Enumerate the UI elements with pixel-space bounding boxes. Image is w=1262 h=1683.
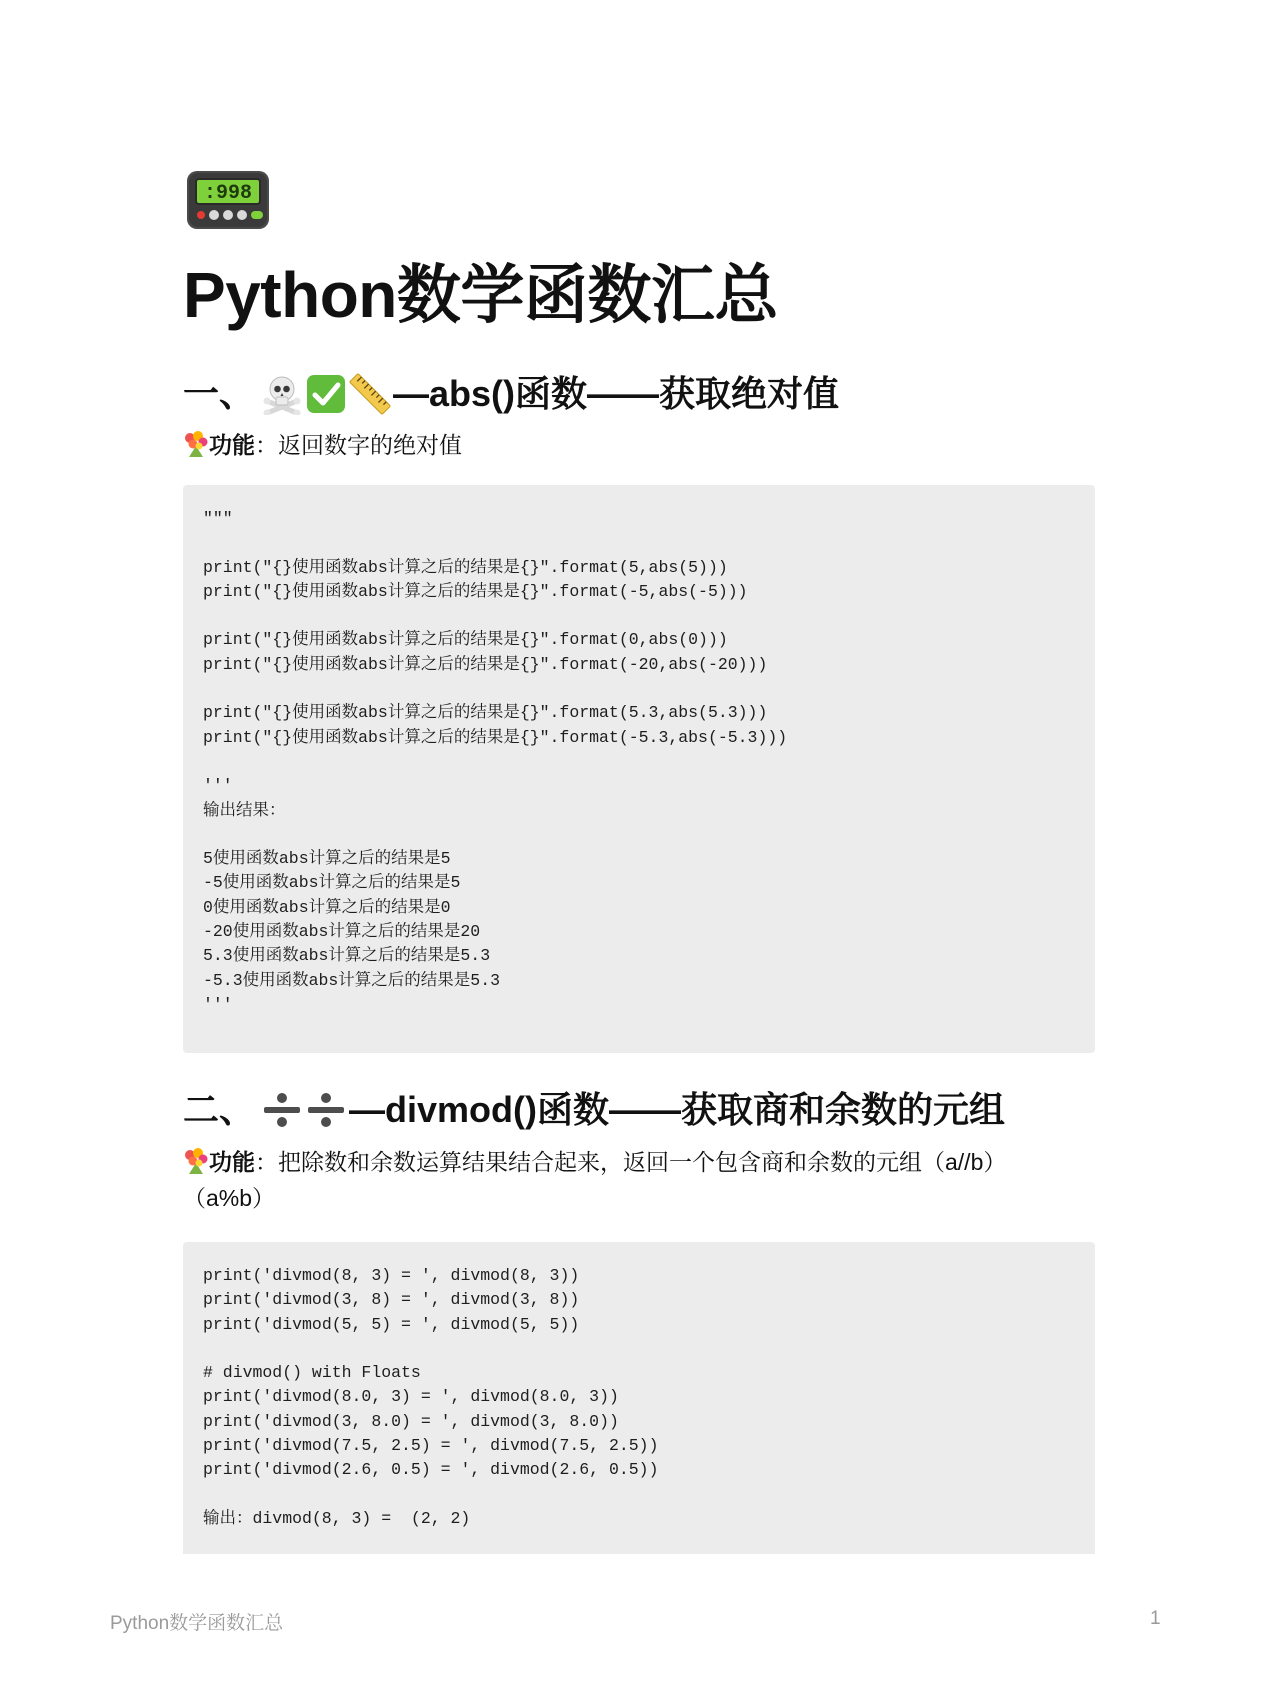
division-sign-icon bbox=[305, 1089, 347, 1131]
feature-line-divmod bbox=[183, 1144, 1063, 1216]
section-heading-divmod bbox=[183, 1086, 1005, 1134]
footer-title: Python数学函数汇总 bbox=[110, 1613, 284, 1634]
feature-separator: ： bbox=[255, 1149, 278, 1175]
code-block-abs[interactable] bbox=[183, 485, 1095, 1053]
code-content: print('divmod(8, 3) = ', divmod(8, 3)) print('divmod(3, 8) = ', divmod(3, 8)) print('divmod(5, 5) = ', divmod(5, 5)) # divmod() with Floats print('divmod(8.0, 3) = ', divmod(8.0, 3)) print('divmod(3, 8.0) = ', divmod(3, 8.0)) print('divmod(7.5, 2.5) = ', divmod(7.5, 2.5)) print('divmod(2.6, 0.5) = ', divmod(2.6, 0.5)) 输出：divmod(8, 3) = (2, 2) bbox=[203, 1266, 659, 1528]
feature-label: 功能 bbox=[209, 1149, 255, 1175]
feature-separator: ： bbox=[255, 432, 278, 458]
section-heading-text: —divmod()函数——获取商和余数的元组 bbox=[349, 1089, 1005, 1130]
section-number: 一、 bbox=[183, 373, 256, 414]
section-number: 二、 bbox=[183, 1089, 256, 1130]
feature-line-abs bbox=[183, 427, 1063, 463]
section-heading-abs bbox=[183, 370, 839, 418]
skull-crossbones-icon bbox=[261, 373, 303, 415]
code-content: """ print("{}使用函数abs计算之后的结果是{}".format(5,abs(5))) print("{}使用函数abs计算之后的结果是{}".format(-5,abs(-5))) print("{}使用函数abs计算之后的结果是{}".format(0,abs(0))) print("{}使用函数abs计算之后的结果是{}".format(-20,abs(-20))) print("{}使用函数abs计算之后的结果是{}".format(5.3,abs(5.3))) print("{}使用函数abs计算之后的结果是{}".format(-5.3,abs(-5.3))) ''' 输出结果： 5使用函数abs计算之后的结果是5 -5使用函数abs计算之后的结果是5 0使用函数abs计算之后的结果是0 -20使用函数abs计算之后的结果是20 5.3使用函数abs计算之后的结果是5.3 -5.3使用函数abs计算之后的结果是5.3 ''' bbox=[203, 509, 788, 1014]
division-sign-icon bbox=[261, 1089, 303, 1131]
code-block-divmod[interactable] bbox=[183, 1242, 1095, 1554]
pager-display-text: :998 bbox=[203, 182, 253, 205]
feature-description: 把除数和余数运算结果结合起来，返回一个包含商和余数的元组（a//b）（a%b） bbox=[183, 1149, 1007, 1211]
page-title: Python数学函数汇总 bbox=[183, 259, 778, 331]
feature-label: 功能 bbox=[209, 432, 255, 458]
section-heading-text: —abs()函数——获取绝对值 bbox=[393, 373, 840, 414]
bouquet-icon bbox=[183, 1147, 209, 1175]
ruler-icon bbox=[349, 373, 391, 415]
bouquet-icon bbox=[183, 430, 209, 458]
feature-description: 返回数字的绝对值 bbox=[278, 432, 462, 458]
check-mark-icon bbox=[305, 373, 347, 415]
pager-icon bbox=[186, 170, 270, 230]
footer-page-number: 1 bbox=[1150, 1608, 1161, 1629]
